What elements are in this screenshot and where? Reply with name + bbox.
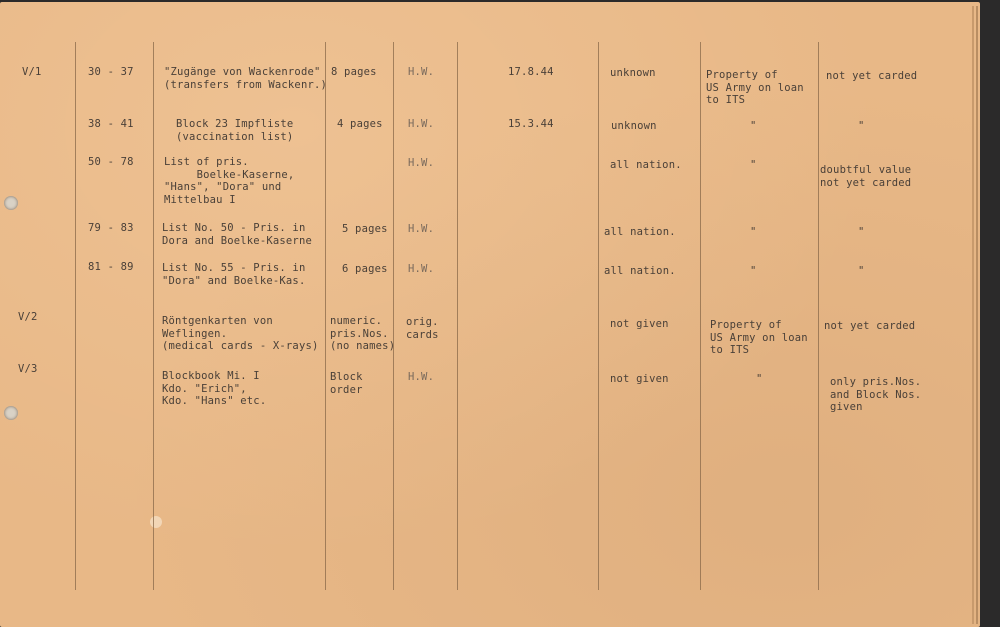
- record-code: H.W.: [408, 157, 435, 169]
- record-status: doubtful value not yet carded: [820, 164, 912, 189]
- record-numbers: 81 - 89: [88, 261, 134, 273]
- record-date: 17.8.44: [508, 66, 554, 78]
- record-pages: 6 pages: [342, 263, 388, 275]
- record-numbers: 50 - 78: [88, 156, 134, 168]
- record-status: ": [858, 226, 865, 238]
- record-status: ": [858, 265, 865, 277]
- record-code: H.W.: [408, 66, 435, 78]
- punch-hole: [4, 406, 18, 420]
- record-numbers: 30 - 37: [88, 66, 134, 78]
- record-property: ": [750, 159, 757, 171]
- record-description: Blockbook Mi. I Kdo. "Erich", Kdo. "Hans" etc.: [162, 370, 267, 407]
- record-code: orig. cards: [406, 316, 439, 341]
- record-nationality: unknown: [610, 67, 656, 79]
- record-description: List No. 55 - Pris. in "Dora" and Boelke-Kas.: [162, 262, 306, 287]
- paper-spot: [150, 516, 162, 528]
- punch-hole: [4, 196, 18, 210]
- record-pages: 4 pages: [337, 118, 383, 130]
- column-rule: [325, 42, 326, 590]
- record-property: Property of US Army on loan to ITS: [710, 319, 808, 356]
- record-ref: V/2: [18, 311, 38, 323]
- record-status: only pris.Nos. and Block Nos. given: [830, 376, 922, 413]
- record-numbers: 79 - 83: [88, 222, 134, 234]
- record-ref: V/1: [22, 66, 42, 78]
- ledger-page: [0, 2, 980, 627]
- record-nationality: all nation.: [604, 265, 676, 277]
- record-nationality: all nation.: [610, 159, 682, 171]
- record-code: H.W.: [408, 371, 435, 383]
- column-rule: [457, 42, 458, 590]
- page-edge: [972, 6, 974, 624]
- record-nationality: not given: [610, 318, 669, 330]
- record-code: H.W.: [408, 263, 435, 275]
- record-nationality: not given: [610, 373, 669, 385]
- record-description: Röntgenkarten von Weflingen. (medical cards - X-rays): [162, 315, 319, 352]
- record-pages: 8 pages: [331, 66, 377, 78]
- record-pages: 5 pages: [342, 223, 388, 235]
- record-status: not yet carded: [826, 70, 918, 82]
- record-code: H.W.: [408, 118, 435, 130]
- record-nationality: all nation.: [604, 226, 676, 238]
- record-property: ": [750, 226, 757, 238]
- column-rule: [700, 42, 701, 590]
- record-pages: numeric. pris.Nos. (no names): [330, 315, 396, 352]
- column-rule: [75, 42, 76, 590]
- record-property: ": [750, 120, 757, 132]
- record-status: ": [858, 120, 865, 132]
- record-description: Block 23 Impfliste (vaccination list): [176, 118, 294, 143]
- column-rule: [598, 42, 599, 590]
- record-description: "Zugänge von Wackenrode" (transfers from Wackenr.): [164, 66, 328, 91]
- column-rule: [153, 42, 154, 590]
- record-code: H.W.: [408, 223, 435, 235]
- record-date: 15.3.44: [508, 118, 554, 130]
- column-rule: [818, 42, 819, 590]
- record-status: not yet carded: [824, 320, 916, 332]
- record-pages: Block order: [330, 371, 363, 396]
- record-description: List No. 50 - Pris. in Dora and Boelke-Kaserne: [162, 222, 312, 247]
- record-numbers: 38 - 41: [88, 118, 134, 130]
- record-property: Property of US Army on loan to ITS: [706, 69, 804, 106]
- record-description: List of pris. Boelke-Kaserne, "Hans", "Dora" und Mittelbau I: [164, 156, 295, 206]
- record-property: ": [756, 373, 763, 385]
- record-property: ": [750, 265, 757, 277]
- record-ref: V/3: [18, 363, 38, 375]
- record-nationality: unknown: [611, 120, 657, 132]
- page-edge: [976, 6, 978, 624]
